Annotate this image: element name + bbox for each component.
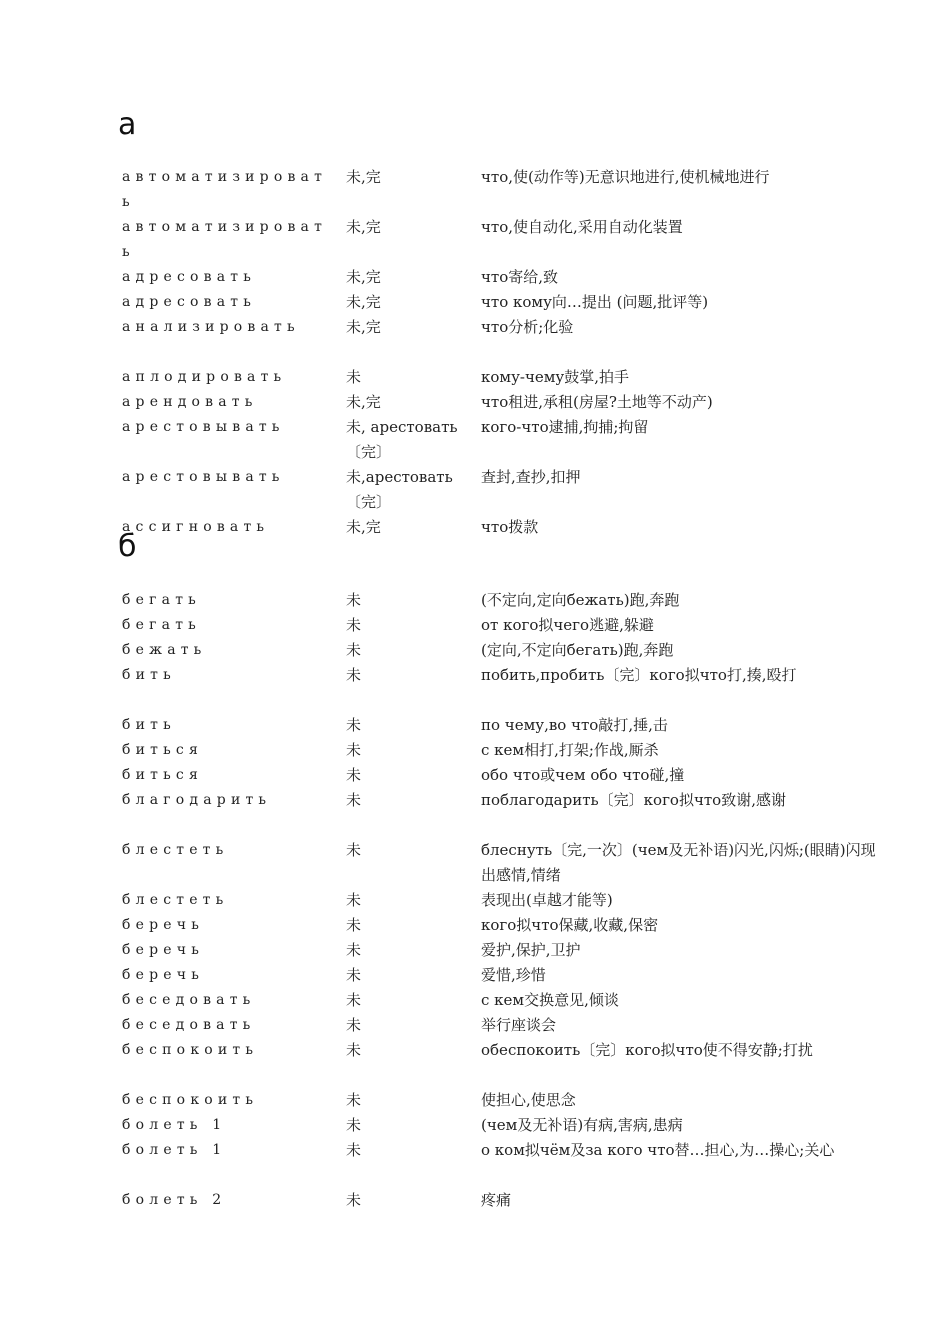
entry-row bbox=[0, 763, 950, 788]
entry-meaning: побить,пробить〔完〕кого拟что打,揍,殴打 bbox=[481, 666, 797, 684]
entry-aspect: 未 bbox=[346, 591, 362, 609]
entry-meaning: 举行座谈会 bbox=[481, 1016, 557, 1034]
entry-row bbox=[0, 515, 950, 540]
entry-meaning: обо что或чем обо что碰,撞 bbox=[481, 766, 685, 784]
entry-word: беседовать bbox=[122, 1017, 256, 1033]
entry-aspect: 未, арестовать〔完〕 bbox=[346, 418, 458, 461]
entry-aspect: 未 bbox=[346, 1116, 362, 1134]
entry-row bbox=[0, 888, 950, 913]
entry-word: автоматизировать bbox=[122, 219, 328, 260]
entry-meaning: (定向,不定向бегать)跑,奔跑 bbox=[481, 641, 674, 659]
entry-meaning: по чему,во что敲打,捶,击 bbox=[481, 716, 668, 734]
entry-word: болеть 2 bbox=[122, 1192, 227, 1208]
entry-row bbox=[0, 838, 950, 888]
entry-meaning: 使担心,使思念 bbox=[481, 1091, 576, 1109]
entry-meaning: что拨款 bbox=[481, 518, 539, 536]
entry-row bbox=[0, 588, 950, 613]
entry-meaning: 爱护,保护,卫护 bbox=[481, 941, 581, 959]
entry-word: бегать bbox=[122, 592, 201, 608]
entry-aspect: 未,完 bbox=[346, 168, 381, 186]
entry-row bbox=[0, 465, 950, 515]
entry-aspect: 未 bbox=[346, 641, 362, 659]
entry-word: благодарить bbox=[122, 792, 272, 808]
entry-word: ассигновать bbox=[122, 519, 270, 535]
entry-aspect: 未 bbox=[346, 991, 362, 1009]
entry-word: беспокоить bbox=[122, 1042, 259, 1058]
entry-aspect: 未 bbox=[346, 841, 362, 859]
entry-meaning: 爱惜,珍惜 bbox=[481, 966, 546, 984]
entry-row bbox=[0, 738, 950, 763]
entry-aspect: 未 bbox=[346, 766, 362, 784]
entry-aspect: 未,完 bbox=[346, 393, 381, 411]
entry-meaning: кого-что逮捕,拘捕;拘留 bbox=[481, 418, 649, 436]
entry-meaning: с кем交换意见,倾谈 bbox=[481, 991, 619, 1009]
entry-meaning: что分析;化验 bbox=[481, 318, 574, 336]
entry-word: беречь bbox=[122, 942, 205, 958]
entry-word: адресовать bbox=[122, 269, 257, 285]
entry-row bbox=[0, 1013, 950, 1038]
entry-aspect: 未 bbox=[346, 666, 362, 684]
entry-row bbox=[0, 963, 950, 988]
entry-row bbox=[0, 1088, 950, 1113]
entry-meaning: что租进,承租(房屋?土地等不动产) bbox=[481, 393, 713, 411]
entry-row bbox=[0, 265, 950, 290]
entry-word: беседовать bbox=[122, 992, 256, 1008]
entry-meaning: что,使自动化,采用自动化装置 bbox=[481, 218, 683, 236]
entry-row bbox=[0, 638, 950, 663]
entry-meaning: блеснуть〔完,一次〕(чем及无补语)闪光,闪烁;(眼睛)闪现出感情,情绪 bbox=[481, 841, 876, 884]
entry-aspect: 未 bbox=[346, 716, 362, 734]
entry-aspect: 未 bbox=[346, 368, 362, 386]
entry-aspect: 未,完 bbox=[346, 218, 381, 236]
entry-row bbox=[0, 1038, 950, 1088]
entry-meaning: от кого拟чего逃避,躲避 bbox=[481, 616, 654, 634]
entry-word: арестовывать bbox=[122, 419, 285, 435]
entry-word: автоматизировать bbox=[122, 169, 328, 210]
entry-aspect: 未 bbox=[346, 1041, 362, 1059]
entry-word: анализировать bbox=[122, 319, 300, 335]
entry-aspect: 未,完 bbox=[346, 318, 381, 336]
entry-word: бить bbox=[122, 667, 176, 683]
entry-aspect: 未 bbox=[346, 741, 362, 759]
entry-row bbox=[0, 613, 950, 638]
entry-word: бить bbox=[122, 717, 176, 733]
entry-meaning: что,使(动作等)无意识地进行,使机械地进行 bbox=[481, 168, 770, 186]
entry-meaning: что кому向…提出 (问题,批评等) bbox=[481, 293, 709, 311]
entry-word: беречь bbox=[122, 917, 205, 933]
entry-row bbox=[0, 290, 950, 315]
entry-meaning: 疼痛 bbox=[481, 1191, 512, 1209]
entry-row bbox=[0, 1138, 950, 1188]
entry-meaning: кому-чему鼓掌,拍手 bbox=[481, 368, 630, 386]
entry-word: биться bbox=[122, 767, 203, 783]
entry-aspect: 未,арестовать〔完〕 bbox=[346, 468, 453, 511]
entry-meaning: (чем及无补语)有病,害病,患病 bbox=[481, 1116, 683, 1134]
entry-row bbox=[0, 663, 950, 713]
entry-word: биться bbox=[122, 742, 203, 758]
entry-word: бежать bbox=[122, 642, 207, 658]
entry-word: болеть 1 bbox=[122, 1117, 227, 1133]
entry-word: блестеть bbox=[122, 842, 229, 858]
entry-row bbox=[0, 1113, 950, 1138]
section-letter-a: а bbox=[118, 107, 137, 142]
entry-meaning: 表现出(卓越才能等) bbox=[481, 891, 613, 909]
entry-meaning: (不定向,定向бежать)跑,奔跑 bbox=[481, 591, 680, 609]
entry-row bbox=[0, 713, 950, 738]
entry-row bbox=[0, 913, 950, 938]
entry-word: болеть 1 bbox=[122, 1142, 227, 1158]
section-letter-b: б bbox=[118, 529, 137, 564]
entry-aspect: 未 bbox=[346, 1191, 362, 1209]
entry-aspect: 未 bbox=[346, 941, 362, 959]
entry-meaning: обеспокоить〔完〕кого拟что使不得安静;打扰 bbox=[481, 1041, 813, 1059]
entry-word: арендовать bbox=[122, 394, 258, 410]
entry-word: беречь bbox=[122, 967, 205, 983]
entry-row bbox=[0, 365, 950, 390]
entry-aspect: 未 bbox=[346, 791, 362, 809]
entry-word: беспокоить bbox=[122, 1092, 259, 1108]
entry-row bbox=[0, 1188, 950, 1213]
entry-meaning: с кем相打,打架;作战,厮杀 bbox=[481, 741, 659, 759]
entry-word: арестовывать bbox=[122, 469, 285, 485]
entry-row bbox=[0, 938, 950, 963]
entry-aspect: 未 bbox=[346, 966, 362, 984]
entry-aspect: 未 bbox=[346, 616, 362, 634]
entry-meaning: о ком拟чём及за кого что替…担心,为…操心;关心 bbox=[481, 1141, 835, 1159]
entry-row bbox=[0, 788, 950, 838]
entry-meaning: кого拟что保藏,收藏,保密 bbox=[481, 916, 659, 934]
entry-aspect: 未 bbox=[346, 916, 362, 934]
entry-word: адресовать bbox=[122, 294, 257, 310]
entry-row bbox=[0, 215, 950, 265]
entry-list-b bbox=[0, 588, 950, 1213]
entry-aspect: 未 bbox=[346, 1141, 362, 1159]
entry-aspect: 未,完 bbox=[346, 518, 381, 536]
entry-row bbox=[0, 415, 950, 465]
entry-row bbox=[0, 390, 950, 415]
entry-meaning: поблагодарить〔完〕кого拟что致谢,感谢 bbox=[481, 791, 786, 809]
entry-row bbox=[0, 315, 950, 365]
entry-row bbox=[0, 165, 950, 215]
entry-aspect: 未 bbox=[346, 1091, 362, 1109]
entry-aspect: 未,完 bbox=[346, 268, 381, 286]
entry-aspect: 未 bbox=[346, 1016, 362, 1034]
entry-meaning: 查封,查抄,扣押 bbox=[481, 468, 581, 486]
entry-word: аплодировать bbox=[122, 369, 287, 385]
entry-meaning: что寄给,致 bbox=[481, 268, 559, 286]
entry-word: блестеть bbox=[122, 892, 229, 908]
entry-row bbox=[0, 988, 950, 1013]
entry-aspect: 未 bbox=[346, 891, 362, 909]
entry-aspect: 未,完 bbox=[346, 293, 381, 311]
entry-list-a bbox=[0, 165, 950, 540]
entry-word: бегать bbox=[122, 617, 201, 633]
